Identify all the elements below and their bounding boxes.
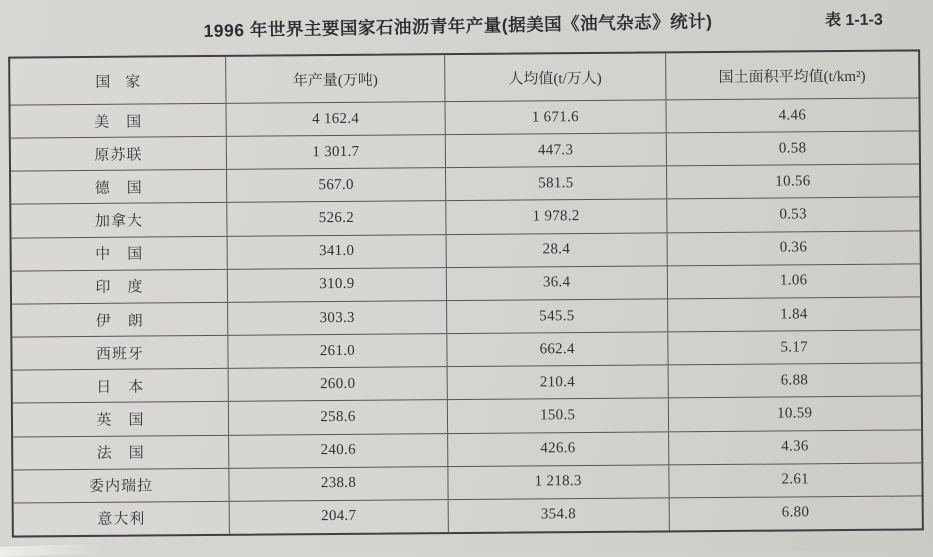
annual-output-cell: 303.3 — [228, 301, 447, 335]
per-area-cell: 4.36 — [781, 438, 809, 455]
annual-output-cell: 258.6 — [229, 401, 448, 435]
annual-output-cell: 526.2 — [227, 202, 446, 236]
per-capita-cell: 1 671.6 — [445, 100, 666, 134]
per-capita-cell: 354.8 — [449, 498, 670, 532]
statistics-table — [8, 49, 924, 537]
per-area-cell: 6.80 — [781, 504, 810, 521]
annual-output-cell: 341.0 — [228, 235, 447, 269]
country-cell: 印 度 — [12, 270, 228, 304]
country-cell: 原苏联 — [11, 137, 227, 171]
per-area-cell: 4.46 — [778, 106, 807, 124]
annual-output-cell: 238.8 — [229, 467, 448, 501]
per-capita-cell: 581.5 — [446, 167, 667, 201]
country-cell: 伊 朗 — [12, 303, 228, 337]
per-capita-cell: 447.3 — [446, 134, 667, 168]
country-cell: 英 国 — [13, 402, 229, 436]
per-capita-cell: 210.4 — [447, 366, 668, 400]
country-cell: 法 国 — [13, 435, 229, 469]
scan-edge-highlight — [0, 543, 104, 557]
per-area-cell: 2.61 — [781, 471, 810, 488]
country-cell: 德 国 — [11, 170, 227, 204]
country-cell: 西班牙 — [12, 336, 228, 370]
annual-output-cell: 260.0 — [229, 367, 448, 401]
per-area-cell: 10.59 — [777, 405, 813, 422]
annual-output-cell: 310.9 — [228, 268, 447, 302]
per-capita-cell: 662.4 — [447, 333, 668, 367]
per-area-cell: 10.56 — [775, 173, 811, 190]
header-per-area: 国土面积平均值(t/km²) — [718, 68, 866, 86]
country-cell: 美 国 — [11, 104, 227, 138]
header-annual-output: 年产量(万吨) — [226, 55, 445, 103]
per-capita-cell: 426.6 — [448, 432, 669, 466]
annual-output-cell: 4 162.4 — [227, 102, 446, 136]
per-capita-cell: 545.5 — [447, 299, 668, 333]
annual-output-cell: 204.7 — [230, 500, 449, 534]
country-cell: 意大利 — [14, 502, 230, 536]
per-area-cell: 0.58 — [778, 140, 807, 157]
per-area-cell: 1.84 — [780, 305, 808, 323]
country-cell: 日 本 — [13, 369, 229, 403]
annual-output-cell: 240.6 — [229, 434, 448, 468]
country-cell: 中 国 — [12, 236, 228, 270]
per-capita-cell: 150.5 — [448, 399, 669, 433]
annual-output-cell: 1 301.7 — [227, 135, 446, 169]
header-per-capita: 人均值(t/万人) — [445, 53, 666, 101]
annual-output-cell: 567.0 — [227, 168, 446, 202]
table-row — [14, 496, 922, 535]
per-capita-cell: 1 978.2 — [446, 200, 667, 234]
page-title: 1996 年世界主要国家石油沥青年产量(据美国《油气杂志》统计) — [203, 11, 713, 41]
table-header-row — [10, 51, 918, 105]
per-area-cell: 1.06 — [779, 272, 808, 289]
header-country: 国 家 — [10, 57, 226, 105]
per-capita-cell: 36.4 — [447, 266, 668, 300]
country-cell: 委内瑞拉 — [13, 469, 229, 503]
per-area-cell: 0.53 — [779, 206, 807, 223]
per-area-cell: 5.17 — [780, 338, 808, 356]
table-number-label: 表 1-1-3 — [825, 11, 884, 30]
annual-output-cell: 261.0 — [228, 334, 447, 368]
per-area-cell: 6.88 — [780, 372, 809, 389]
per-capita-cell: 1 218.3 — [448, 465, 669, 499]
country-cell: 加拿大 — [11, 203, 227, 237]
per-capita-cell: 28.4 — [446, 233, 667, 267]
per-area-cell: 0.36 — [779, 239, 808, 256]
